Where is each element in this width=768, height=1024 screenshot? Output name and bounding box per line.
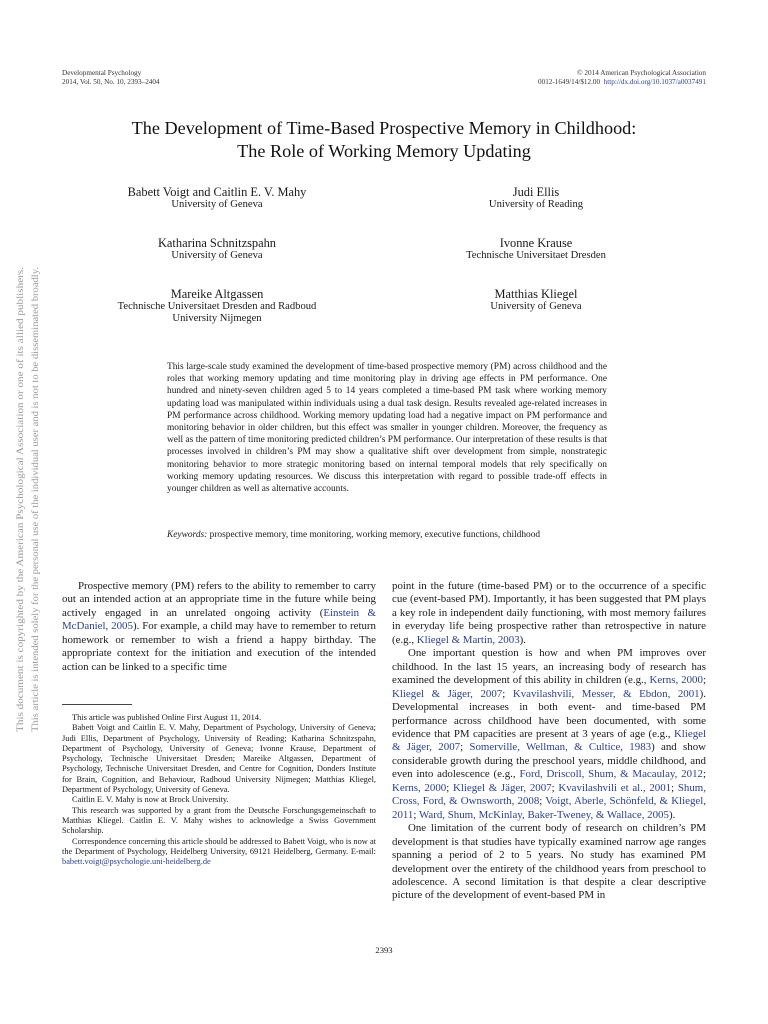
citation-link[interactable]: Einstein & McDaniel, 2005 bbox=[62, 606, 377, 633]
author-block bbox=[67, 185, 367, 211]
citation-link[interactable]: Kvavilashvili, Messer, & Ebdon, 2001 bbox=[512, 687, 700, 700]
copyright-side-notice bbox=[6, 262, 58, 732]
body-column-right bbox=[392, 580, 706, 903]
author-affiliation: University of Geneva bbox=[171, 250, 263, 261]
author-block bbox=[386, 236, 686, 262]
issn: 0012-1649/14/$12.00 bbox=[538, 78, 601, 86]
citation-link[interactable]: Kvavilashvili et al., 2001 bbox=[558, 781, 672, 794]
footnote-divider bbox=[62, 704, 132, 705]
author-affiliation: Technische Universitaet Dresden and Radboud bbox=[117, 301, 317, 312]
author-affiliation: Technische Universitaet Dresden bbox=[466, 250, 606, 261]
footnote: Correspondence concerning this article should be addressed to Babett Voigt, who is now at the Department of Psychology, Heidelberg University, 69121 Heidelberg, Germany. E-mail: babett.voigt@psychologie.uni-heidelberg.de bbox=[62, 836, 376, 867]
author-name: Judi Ellis bbox=[512, 185, 560, 199]
citation-link[interactable]: Somerville, Wellman, & Cultice, 1983 bbox=[469, 741, 652, 754]
body-paragraph: One important question is how and when PM improves over childhood. In the last 15 years, an increasing body of research has examined the development of this ability in children (e.g., Kerns, 2000; Kliegel & Jäger, 2007; Kvavilashvili, Messer, & Ebdon, 2001). Developmental increases in both event- and time-based PM performance across childhood have been documented, with some evidence that PM capacities are present at 3 years of age (e.g., Kliegel & Jäger, 2007; Somerville, Wellman, & Cultice, 1983) and show considerable growth during the preschool years, middle childhood, and even into adolescence (e.g., Ford, Driscoll, Shum, & Macaulay, 2012; Kerns, 2000; Kliegel & Jäger, 2007; Kvavilashvili et al., 2001; Shum, Cross, Ford, & Ownsworth, 2008; Voigt, Aberle, Schönfeld, & Kliegel, 2011; Ward, Shum, McKinlay, Baker-Tweney, & Wallace, 2005). bbox=[392, 647, 707, 821]
author-affiliation: University of Geneva bbox=[490, 301, 582, 312]
side-notice-line-2: This article is intended solely for the personal use of the individual user and is not to be disseminated broadly. bbox=[31, 319, 41, 732]
footnote: Babett Voigt and Caitlin E. V. Mahy, Department of Psychology, University of Geneva; Judi Ellis, Department of Psychology, University of Reading; Katharina Schnitzspahn, Department of Psychology, University of Geneva; Ivonne Krause, Department of Psychology, Technische Universitaet Dresden; Mareike Altgassen, Department of Psychology, Technische Universitaet Dresden, and Centre for Cognition, Donders Institute for Brain, Cognition, and Behaviour, Radboud University Nijmegen; Matthias Kliegel, Department of Psychology, University of Geneva. bbox=[62, 723, 376, 795]
keywords-line bbox=[167, 529, 607, 541]
citation-link[interactable]: Ford, Driscoll, Shum, & Macaulay, 2012 bbox=[519, 768, 703, 781]
author-affiliation: University of Reading bbox=[488, 199, 584, 210]
keywords-list: prospective memory, time monitoring, working memory, executive functions, childhood bbox=[209, 530, 541, 540]
running-header-right bbox=[538, 69, 706, 87]
author-name: Matthias Kliegel bbox=[494, 287, 578, 301]
footnote: Caitlin E. V. Mahy is now at Brock University. bbox=[72, 795, 229, 805]
footnote: This research was supported by a grant from the Deutsche Forschungsgemeinschaft to Matthias Kliegel. Caitlin E. V. Mahy wishes to acknowledge a Swiss Government Scholarship. bbox=[62, 805, 376, 836]
doi-link[interactable]: http://dx.doi.org/10.1037/a0037491 bbox=[603, 78, 706, 86]
citation-link[interactable]: Kliegel & Jäger, 2007 bbox=[452, 781, 552, 794]
citation-link[interactable]: Ward, Shum, McKinlay, Baker-Tweney, & Wallace, 2005 bbox=[418, 808, 669, 821]
author-name: Ivonne Krause bbox=[499, 236, 573, 250]
author-block bbox=[386, 287, 686, 313]
running-header-left bbox=[62, 69, 160, 87]
citation-link[interactable]: Kliegel & Martin, 2003 bbox=[416, 633, 520, 646]
author-affiliation: University of Geneva bbox=[171, 199, 263, 210]
title-line-1: The Development of Time-Based Prospective Memory in Childhood: bbox=[131, 118, 637, 138]
side-notice-svg bbox=[6, 262, 58, 732]
title-line-2: The Role of Working Memory Updating bbox=[237, 141, 531, 161]
citation-link[interactable]: Kliegel & Jäger, 2007 bbox=[392, 687, 503, 700]
citation-link[interactable]: Kerns, 2000 bbox=[649, 674, 703, 687]
journal-name: Developmental Psychology bbox=[62, 69, 142, 77]
body-column-left bbox=[62, 580, 376, 674]
keywords-label: Keywords: bbox=[167, 530, 208, 540]
citation-link[interactable]: Voigt, Aberle, Schönfeld, & Kliegel, 2011 bbox=[392, 795, 706, 821]
body-paragraph: point in the future (time-based PM) or to the occurrence of a specific cue (event-based PM). Importantly, it has been suggested that PM plays a key role in independent daily functioning, with most memory failures in everyday life being prospective rather than retrospective in nature (e.g., Kliegel & Martin, 2003). bbox=[392, 580, 706, 646]
author-block bbox=[67, 236, 367, 262]
author-block bbox=[67, 287, 367, 324]
abstract: This large-scale study examined the development of time-based prospective memory (PM) across childhood and the roles that working memory updating and time monitoring play in driving age effects in PM performance. One hundred and ninety-seven children aged 5 to 14 years completed a time-based PM task where working memory updating load was manipulated within individuals using a dual task design. Results revealed age-related increases in PM performance across childhood. Working memory updating load had a negative impact on PM performance and monitoring behavior in older children, but this effect was smaller in younger children. Moreover, the frequency as well as the pattern of time monitoring predicted children’s PM performance. Our interpretation of these results is that processes involved in children’s PM may show a qualitative shift over development from simple, nonstrategic monitoring behavior to more strategic monitoring based on internal temporal models that rely specifically on working memory updating resources. We discuss this interpretation with regard to possible trade-off effects in younger children as well as alternative accounts. bbox=[167, 362, 607, 495]
article-title bbox=[62, 117, 706, 163]
author-name: Mareike Altgassen bbox=[170, 287, 264, 301]
author-name: Babett Voigt and Caitlin E. V. Mahy bbox=[127, 185, 307, 199]
email-link[interactable]: babett.voigt@psychologie.uni-heidelberg.de bbox=[62, 857, 211, 867]
author-name: Katharina Schnitzspahn bbox=[157, 236, 277, 250]
citation-link[interactable]: Shum, Cross, Ford, & Ownsworth, 2008 bbox=[392, 781, 706, 808]
side-notice-line-1: This document is copyrighted by the American Psychological Association or one of its allied publishers. bbox=[16, 341, 26, 732]
author-note bbox=[62, 713, 376, 867]
author-block bbox=[386, 185, 686, 211]
journal-volume: 2014, Vol. 50, No. 10, 2393–2404 bbox=[62, 78, 160, 86]
citation-link[interactable]: Kerns, 2000 bbox=[392, 781, 447, 794]
page-number: 2393 bbox=[375, 945, 393, 955]
body-paragraph: One limitation of the current body of research on children’s PM development is that studies have typically examined narrow age ranges spanning a period of 2 to 5 years. No study has examined PM development over the entirety of the childhood years from preschool to adolescence. A second limitation is that despite a clear descriptive picture of the development of event-based PM in bbox=[392, 822, 706, 902]
body-paragraph: Prospective memory (PM) refers to the ability to remember to carry out an intended action at an appropriate time in the future while being actively engaged in an unrelated ongoing activity (Einstein & McDaniel, 2005). For example, a child may have to remember to return homework or remember to wish a friend a happy birthday. The appropriate context for the initiation and execution of the intended action can be linked to a specific time bbox=[62, 580, 377, 673]
footnote: This article was published Online First August 11, 2014. bbox=[72, 713, 262, 722]
issn-doi-line bbox=[538, 78, 706, 87]
copyright-notice: © 2014 American Psychological Association bbox=[577, 69, 706, 77]
author-affiliation-cont: University Nijmegen bbox=[172, 312, 262, 324]
citation-link[interactable]: Kliegel & Jäger, 2007 bbox=[392, 727, 706, 754]
